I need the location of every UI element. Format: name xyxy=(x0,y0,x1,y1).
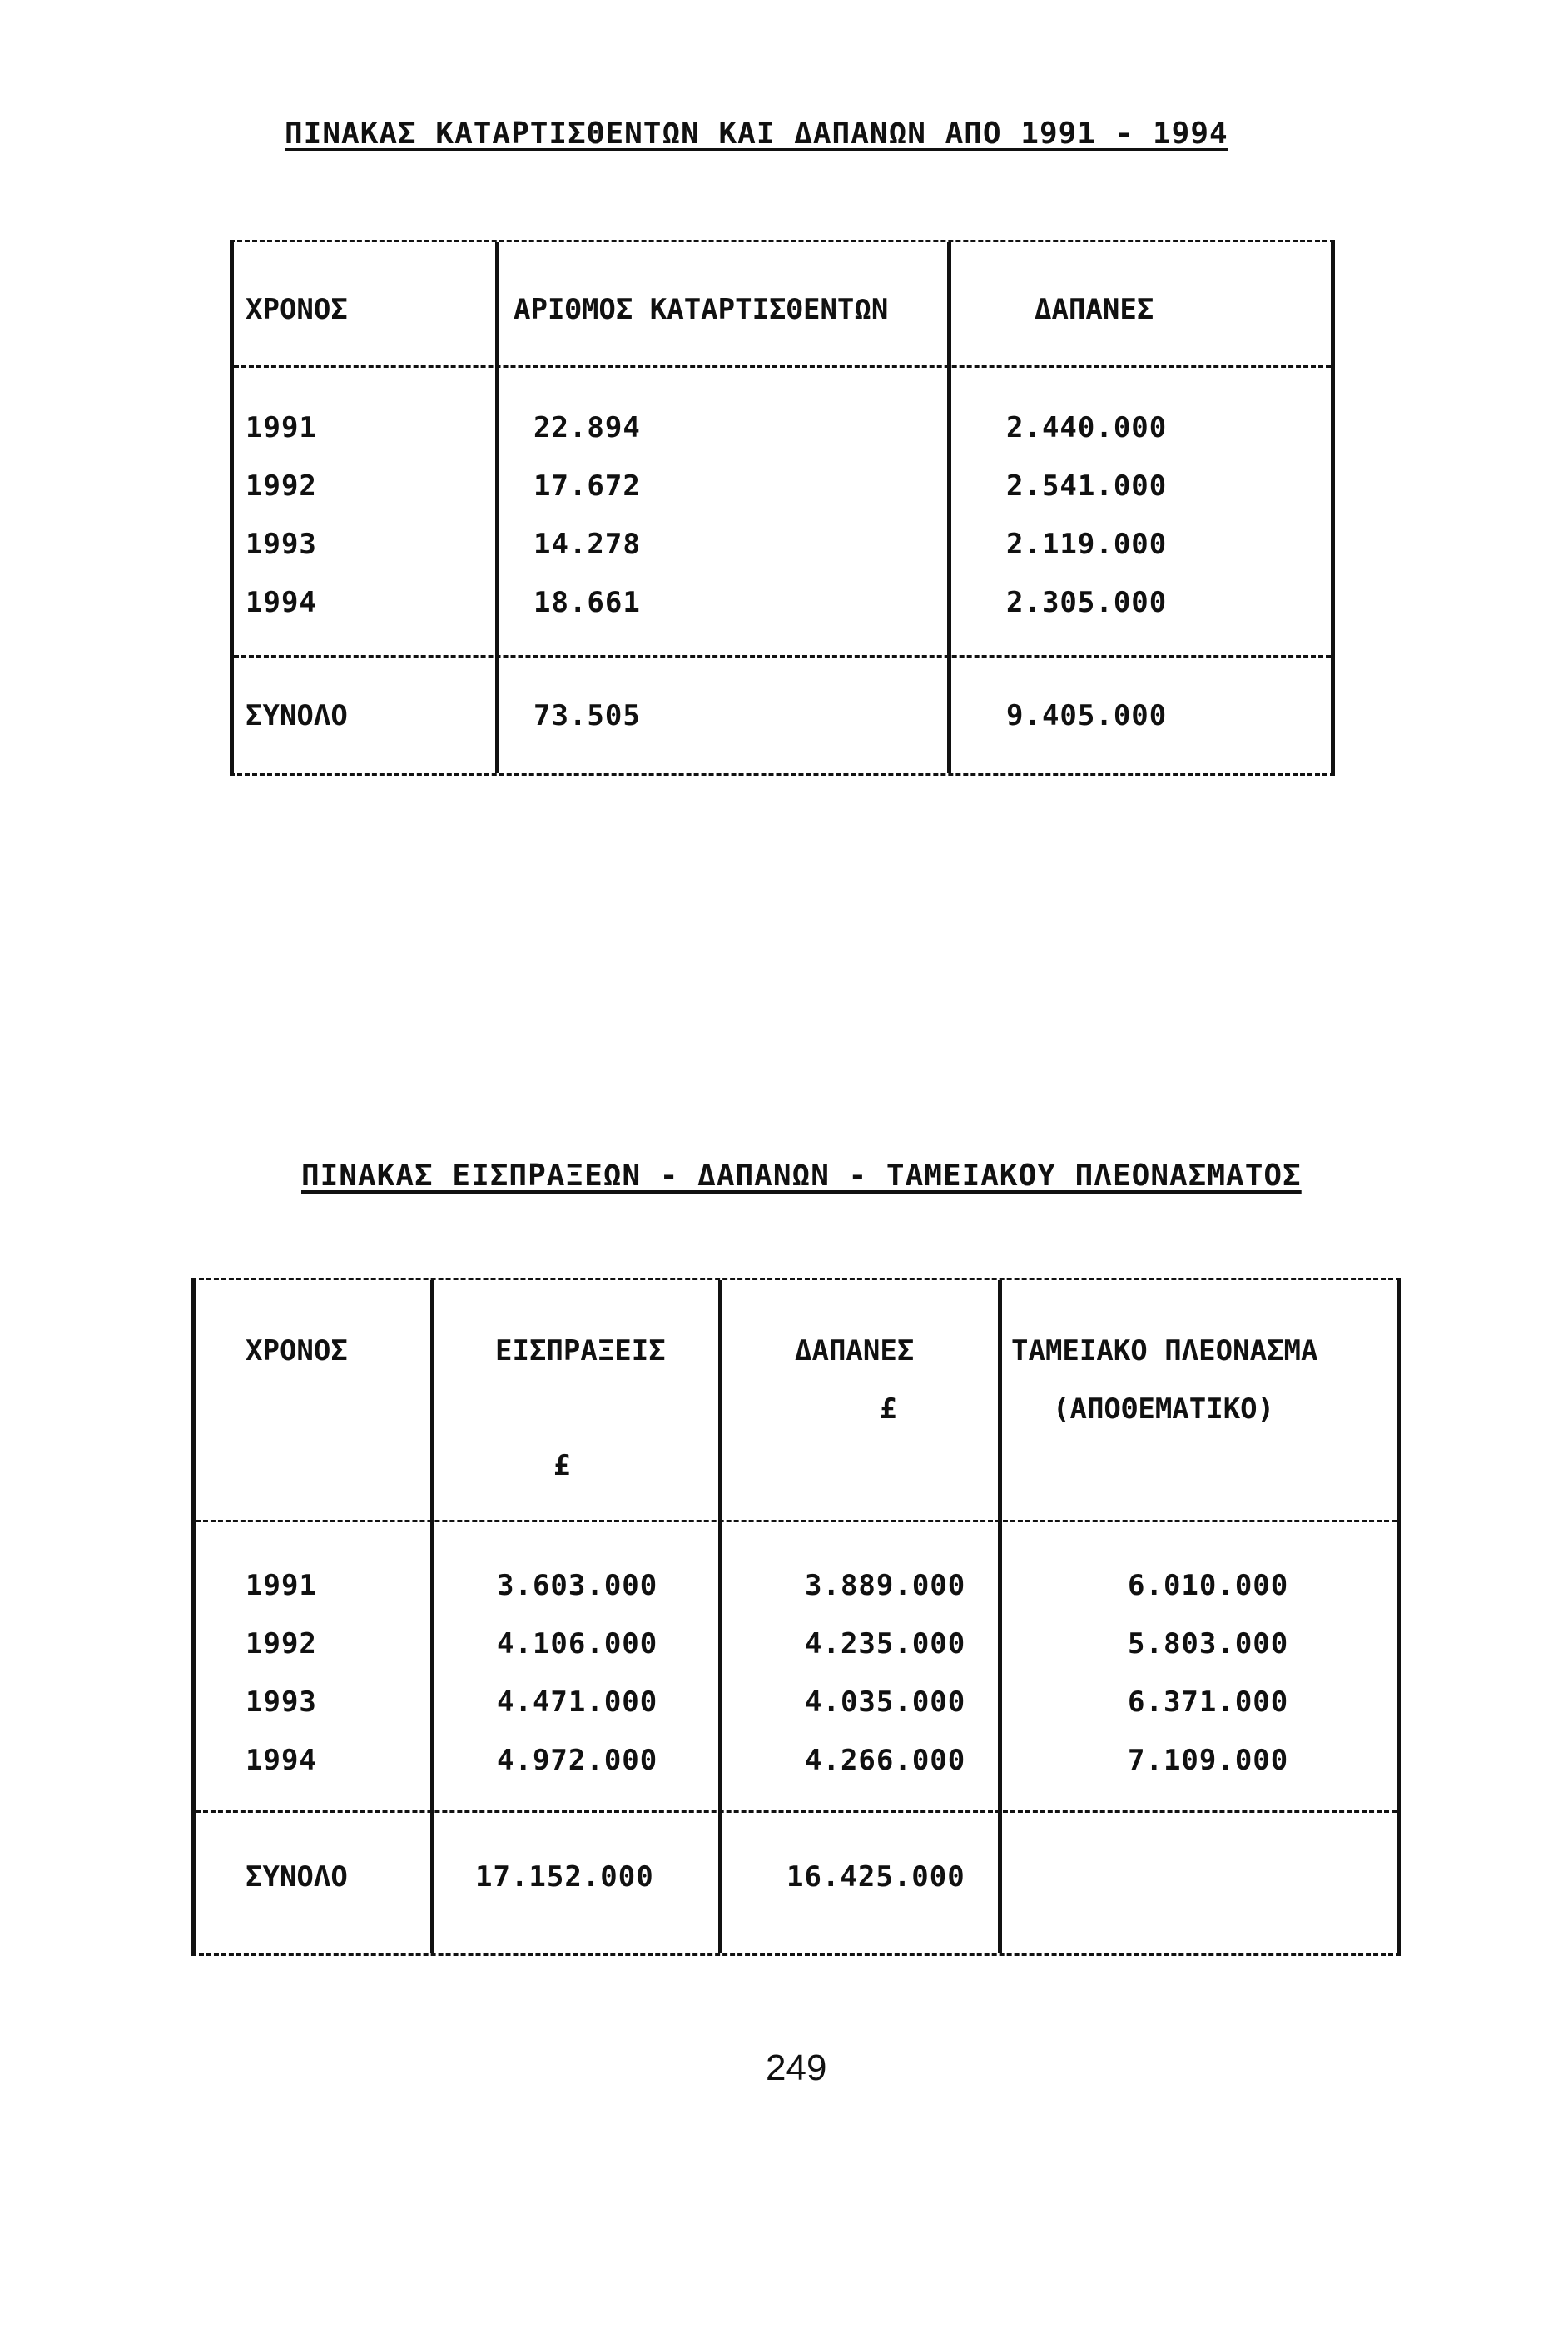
receipts-expenses-surplus-table xyxy=(191,1278,1401,1956)
table-row-expenses: 2.305.000 xyxy=(1006,586,1168,619)
table-row-expenses: 4.235.000 xyxy=(805,1627,966,1660)
header-expenses: ΔΑΠΑΝΕΣ xyxy=(795,1334,915,1368)
table-row-year: 1993 xyxy=(246,1685,317,1719)
total-expenses: 9.405.000 xyxy=(1006,699,1168,732)
table-row-year: 1992 xyxy=(246,469,317,503)
table2-title: ΠΙΝΑΚΑΣ ΕΙΣΠΡΑΞΕΩΝ - ΔΑΠΑΝΩΝ - ΤΑΜΕΙΑΚΟΥ ΠΛΕΟΝΑΣΜΑΤΟΣ xyxy=(301,1159,1302,1193)
table-row-year: 1994 xyxy=(246,586,317,619)
table-row-expenses: 2.541.000 xyxy=(1006,469,1168,503)
column-divider xyxy=(430,1280,434,1953)
table-row-year: 1991 xyxy=(246,1569,317,1602)
table-row-expenses: 2.119.000 xyxy=(1006,528,1168,561)
column-divider xyxy=(998,1280,1002,1953)
row-separator xyxy=(196,1520,1397,1522)
table-row-expenses: 2.440.000 xyxy=(1006,411,1168,444)
trainees-expenses-table xyxy=(230,240,1335,776)
total-label: ΣΥΝΟΛΟ xyxy=(246,699,348,732)
table-row-receipts: 3.603.000 xyxy=(497,1569,658,1602)
column-divider xyxy=(947,242,951,773)
row-separator xyxy=(234,655,1331,658)
table-row-surplus: 6.010.000 xyxy=(1128,1569,1289,1602)
table1-title: ΠΙΝΑΚΑΣ ΚΑΤΑΡΤΙΣΘΕΝΤΩΝ ΚΑΙ ΔΑΠΑΝΩΝ ΑΠΟ 1991 - 1994 xyxy=(285,117,1228,151)
header-receipts: ΕΙΣΠΡΑΞΕΙΣ xyxy=(495,1334,666,1368)
table-row-trainees: 22.894 xyxy=(533,411,641,444)
table-row-surplus: 6.371.000 xyxy=(1128,1685,1289,1719)
table-row-expenses: 4.266.000 xyxy=(805,1744,966,1777)
table-row-trainees: 17.672 xyxy=(533,469,641,503)
table-row-trainees: 14.278 xyxy=(533,528,641,561)
table-row-year: 1991 xyxy=(246,411,317,444)
table-row-year: 1992 xyxy=(246,1627,317,1660)
table-row-year: 1993 xyxy=(246,528,317,561)
table-row-surplus: 7.109.000 xyxy=(1128,1744,1289,1777)
header-surplus-sub: (ΑΠΟΘΕΜΑΤΙΚΟ) xyxy=(1053,1392,1275,1426)
table-row-year: 1994 xyxy=(246,1744,317,1777)
header-trainees: ΑΡΙΘΜΟΣ ΚΑΤΑΡΤΙΣΘΕΝΤΩΝ xyxy=(514,293,889,326)
table-row-trainees: 18.661 xyxy=(533,586,641,619)
table-row-receipts: 4.972.000 xyxy=(497,1744,658,1777)
page-number: 249 xyxy=(766,2048,827,2088)
header-surplus: ΤΑΜΕΙΑΚΟ ΠΛΕΟΝΑΣΜΑ xyxy=(1011,1334,1318,1368)
table-row-expenses: 3.889.000 xyxy=(805,1569,966,1602)
total-receipts: 17.152.000 xyxy=(475,1860,654,1894)
total-expenses: 16.425.000 xyxy=(786,1860,965,1894)
table-row-receipts: 4.106.000 xyxy=(497,1627,658,1660)
total-trainees: 73.505 xyxy=(533,699,641,732)
column-divider xyxy=(718,1280,722,1953)
header-year: ΧΡΟΝΟΣ xyxy=(246,1334,348,1368)
row-separator xyxy=(196,1810,1397,1813)
header-expenses-unit: £ xyxy=(880,1392,897,1426)
header-expenses: ΔΑΠΑΝΕΣ xyxy=(1035,293,1154,326)
header-year: ΧΡΟΝΟΣ xyxy=(246,293,348,326)
total-label: ΣΥΝΟΛΟ xyxy=(246,1860,348,1894)
table-row-surplus: 5.803.000 xyxy=(1128,1627,1289,1660)
header-receipts-unit: £ xyxy=(553,1449,571,1482)
table-row-receipts: 4.471.000 xyxy=(497,1685,658,1719)
column-divider xyxy=(495,242,499,773)
table-row-expenses: 4.035.000 xyxy=(805,1685,966,1719)
row-separator xyxy=(234,365,1331,368)
